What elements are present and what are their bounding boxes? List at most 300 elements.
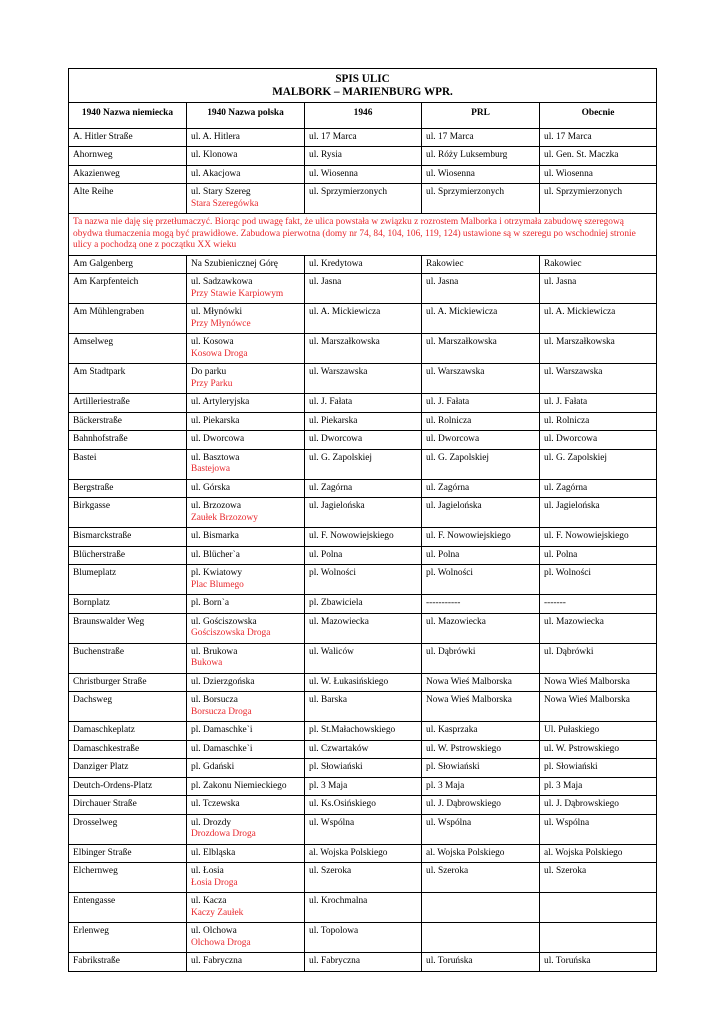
table-cell (422, 740, 540, 759)
street-name: ul. Fabryczna (191, 956, 243, 966)
table-cell (305, 740, 422, 759)
table-cell (540, 777, 657, 796)
table-cell (540, 147, 657, 166)
table-cell (540, 722, 657, 741)
street-name: ul. Wiosenna (309, 168, 358, 179)
table-cell (422, 595, 540, 614)
street-name: Bahnhofstraße (73, 434, 128, 444)
table-cell (305, 165, 422, 184)
table-cell (305, 334, 422, 364)
street-list-table (68, 68, 657, 972)
street-name: Rakowiec (426, 258, 464, 269)
alternative-translation: Drozdowa Droga (191, 829, 256, 839)
street-name: ul. Górska (191, 482, 231, 493)
table-cell (422, 449, 540, 479)
table-cell (69, 498, 187, 528)
table-cell (69, 394, 187, 413)
table-cell (69, 147, 187, 166)
table-row (69, 274, 657, 304)
street-name: al. Wojska Polskiego (426, 847, 505, 858)
table-cell (540, 565, 657, 595)
table-row (69, 673, 657, 692)
street-name: Bäckerstraße (73, 415, 122, 426)
table-row (69, 863, 657, 893)
table-cell (69, 796, 187, 815)
translation-note: Ta nazwa nie daję się przetłumaczyć. Biorąc pod uwagę fakt, że ulica powstała w związku z rozrostem Malborka i otrzymała zabudowę szeregową obydwa tłumaczenia mogą być prawidłowe. Zabudowa pierwotna (domy nr 74, 84, 104, 106, 119, 124) ustawione są w szeregu po wschodniej stronie ulicy a pochodzą one z początku XX wieku (69, 214, 657, 256)
street-name: ul. Waliców (309, 646, 354, 657)
street-name: ul. Rolnicza (544, 415, 590, 426)
alternative-translation: Gościszowska Droga (191, 628, 271, 638)
street-name: ul. A. Mickiewicza (544, 307, 616, 317)
table-cell (69, 528, 187, 547)
table-cell (187, 643, 305, 673)
street-name: ul. Sprzymierzonych (426, 187, 505, 197)
table-row (69, 565, 657, 595)
street-name: ul. Dąbrówki (426, 646, 476, 657)
table-cell (422, 759, 540, 778)
table-cell (187, 364, 305, 394)
rows-before-note (69, 128, 657, 214)
alternative-translation: Kaczy Zaułek (191, 907, 244, 918)
street-name: ul. Piekarska (309, 415, 358, 426)
table-cell (540, 923, 657, 953)
document-title (69, 69, 657, 103)
title-line-1: SPIS ULIC (335, 73, 390, 85)
note-section (69, 214, 657, 256)
table-cell (187, 953, 305, 972)
street-name: ul. A. Hitlera (191, 131, 240, 142)
table-row (69, 147, 657, 166)
street-name: ul. J. Dąbrowskiego (426, 799, 501, 809)
street-name: Bornplatz (73, 598, 110, 608)
rows-after-note (69, 255, 657, 971)
street-name: ul. W. Pstrowskiego (426, 743, 502, 754)
table-cell (540, 740, 657, 759)
street-name: ul. Borsucza (191, 695, 238, 705)
table-cell (540, 546, 657, 565)
table-cell (422, 184, 540, 214)
street-name: Drosselweg (73, 817, 118, 828)
table-cell (69, 274, 187, 304)
street-name: ul. Gen. St. Maczka (544, 150, 619, 160)
table-cell (187, 449, 305, 479)
street-name: pl. 3 Maja (309, 780, 348, 791)
street-name: ul. Basztowa (191, 452, 240, 463)
table-cell (540, 673, 657, 692)
alternative-translation: Kosowa Droga (191, 348, 248, 359)
table-cell (69, 692, 187, 722)
table-cell (187, 673, 305, 692)
table-cell (422, 498, 540, 528)
street-name: ul. Akacjowa (191, 168, 241, 179)
street-name: ul. Krochmalna (309, 896, 368, 906)
table-cell (422, 923, 540, 953)
table-cell (422, 796, 540, 815)
table-row (69, 777, 657, 796)
table-row (69, 740, 657, 759)
table-cell (305, 412, 422, 431)
table-cell (187, 546, 305, 565)
table-row (69, 479, 657, 498)
street-name: Na Szubienicznej Górę (191, 258, 278, 269)
table-cell (69, 304, 187, 334)
street-name: ul. Klonowa (191, 150, 238, 160)
street-name: ------- (544, 598, 566, 608)
street-name: ul. Damaschke`i (191, 743, 253, 754)
table-cell (422, 673, 540, 692)
street-name: ul. Sprzymierzonych (309, 187, 388, 197)
table-cell (422, 565, 540, 595)
street-name: ul. A. Mickiewicza (426, 307, 498, 317)
street-name: ul. Wiosenna (426, 168, 475, 179)
alternative-translation: Stara Szeregówka (191, 198, 259, 209)
table-cell (187, 274, 305, 304)
street-name: ul. Róży Luksemburg (426, 150, 508, 160)
street-name: ul. Gościszowska (191, 616, 257, 627)
table-cell (540, 364, 657, 394)
table-cell (69, 412, 187, 431)
street-name: ul. Toruńska (426, 956, 473, 966)
table-cell (422, 128, 540, 147)
table-cell (540, 449, 657, 479)
street-name: ul. F. Nowowiejskiego (426, 531, 511, 541)
table-row (69, 595, 657, 614)
table-cell (422, 528, 540, 547)
street-name: pl. Born`a (191, 598, 230, 608)
street-name: Artilleriestraße (73, 397, 130, 407)
street-name: al. Wojska Polskiego (544, 847, 623, 858)
table-cell (422, 165, 540, 184)
table-cell (69, 128, 187, 147)
street-name: ul. Mazowiecka (426, 616, 486, 627)
table-cell (422, 274, 540, 304)
table-cell (69, 953, 187, 972)
table-cell (305, 844, 422, 863)
street-name: Elbinger Straße (73, 847, 132, 858)
table-row (69, 613, 657, 643)
street-name: Bastei (73, 452, 97, 463)
table-cell (422, 412, 540, 431)
table-row (69, 449, 657, 479)
street-name: ul. 17 Marca (426, 131, 474, 142)
street-name: Damaschkeplatz (73, 725, 135, 735)
table-cell (305, 304, 422, 334)
table-cell (305, 431, 422, 450)
table-cell (422, 364, 540, 394)
alternative-translation: Borsucza Droga (191, 706, 252, 717)
table-cell (540, 893, 657, 923)
table-cell (305, 274, 422, 304)
street-name: ul. Stary Szereg (191, 187, 251, 197)
table-cell (422, 255, 540, 274)
table-row (69, 165, 657, 184)
table-cell (187, 147, 305, 166)
table-row (69, 546, 657, 565)
table-cell (187, 528, 305, 547)
table-cell (187, 412, 305, 431)
table-cell (305, 128, 422, 147)
street-name: ul. Topolowa (309, 926, 359, 936)
table-cell (540, 844, 657, 863)
street-name: Amselweg (73, 337, 114, 347)
table-cell (540, 165, 657, 184)
table-row (69, 255, 657, 274)
column-header: 1946 (305, 103, 422, 129)
title-line-2: MALBORK – MARIENBURG WPR. (272, 86, 453, 98)
street-name: ul. Rysia (309, 150, 342, 160)
street-name: ul. Toruńska (544, 956, 591, 966)
street-name: ul. Bismarka (191, 531, 239, 541)
street-name: ul. Polna (309, 549, 343, 560)
street-name: pl. Wolności (544, 568, 591, 578)
street-name: ul. W. Łukasińskiego (309, 676, 389, 687)
table-cell (422, 692, 540, 722)
street-name: ul. Kosowa (191, 337, 234, 347)
street-name: Am Mühlengraben (73, 307, 145, 317)
street-name: al. Wojska Polskiego (309, 847, 388, 858)
street-name: Fabrikstraße (73, 956, 120, 966)
table-cell (305, 643, 422, 673)
street-name: ul. Rolnicza (426, 415, 472, 426)
table-row (69, 128, 657, 147)
street-name: ul. Wiosenna (544, 168, 593, 179)
street-name: ul. Młynówki (191, 307, 243, 317)
street-name: Bergstraße (73, 482, 114, 493)
table-row (69, 498, 657, 528)
street-name: ul. Jagielońska (309, 501, 365, 511)
street-name: ul. Elbląska (191, 847, 236, 858)
table-row (69, 643, 657, 673)
street-name: Am Karpfenteich (73, 277, 139, 287)
street-name: ul. Jasna (309, 277, 342, 287)
street-name: pl. Słowiański (309, 762, 363, 772)
header-row (69, 103, 657, 129)
street-name: ul. W. Pstrowskiego (544, 743, 620, 754)
street-name: ul. Czwartaków (309, 743, 369, 754)
table-cell (187, 394, 305, 413)
table-cell (422, 546, 540, 565)
table-cell (305, 528, 422, 547)
street-name: ul. J. Fałata (544, 397, 588, 407)
table-cell (422, 613, 540, 643)
table-cell (540, 304, 657, 334)
table-cell (305, 595, 422, 614)
street-name: ul. G. Zapolskiej (544, 452, 608, 463)
street-name: Buchenstraße (73, 646, 125, 657)
alternative-translation: Plac Blumego (191, 579, 244, 590)
table-cell (305, 364, 422, 394)
table-cell (187, 255, 305, 274)
table-cell (422, 479, 540, 498)
table-cell (187, 304, 305, 334)
table-cell (187, 863, 305, 893)
column-header: 1940 Nazwa niemiecka (69, 103, 187, 129)
street-name: ul. Szeroka (544, 866, 587, 876)
street-name: ul. Marszałkowska (309, 337, 380, 347)
table-cell (187, 923, 305, 953)
table-cell (540, 479, 657, 498)
street-name: pl. 3 Maja (426, 780, 465, 791)
street-name: Deutch-Ordens-Platz (73, 780, 153, 791)
table-cell (305, 893, 422, 923)
table-cell (305, 759, 422, 778)
table-cell (540, 814, 657, 844)
street-name: ul. Szeroka (309, 866, 352, 876)
street-name: Elchernweg (73, 866, 118, 876)
table-row (69, 334, 657, 364)
table-cell (540, 128, 657, 147)
street-name: pl. Zbawiciela (309, 598, 363, 608)
street-name: Ahornweg (73, 150, 113, 160)
table-cell (187, 722, 305, 741)
street-name: Blumeplatz (73, 568, 117, 578)
street-name: ul. Dzierzgońska (191, 676, 255, 687)
table-cell (69, 777, 187, 796)
table-cell (422, 814, 540, 844)
table-cell (305, 673, 422, 692)
table-cell (187, 431, 305, 450)
table-cell (305, 923, 422, 953)
table-cell (422, 334, 540, 364)
street-name: pl. Słowiański (426, 762, 480, 772)
table-cell (187, 595, 305, 614)
street-name: Braunswalder Weg (73, 616, 145, 627)
table-cell (422, 893, 540, 923)
street-name: ul. Jagielońska (544, 501, 600, 511)
street-name: Blücherstraße (73, 549, 126, 560)
table-cell (422, 844, 540, 863)
street-name: ul. Kredytowa (309, 258, 363, 269)
table-row (69, 893, 657, 923)
street-name: pl. Kwiatowy (191, 568, 243, 578)
table-row (69, 364, 657, 394)
table-cell (187, 759, 305, 778)
street-name: ul. J. Fałata (426, 397, 470, 407)
table-cell (540, 334, 657, 364)
street-name: ul. Artyleryjska (191, 397, 250, 407)
street-name: ul. Zagórna (309, 482, 353, 493)
table-cell (422, 304, 540, 334)
street-name: ul. G. Zapolskiej (426, 452, 490, 463)
table-row (69, 528, 657, 547)
table-row (69, 844, 657, 863)
street-name: ul. Jasna (544, 277, 577, 287)
column-header: PRL (422, 103, 540, 129)
street-name: ul. 17 Marca (309, 131, 357, 142)
street-name: ul. Sprzymierzonych (544, 187, 623, 197)
table-cell (69, 759, 187, 778)
table-cell (422, 431, 540, 450)
table-cell (69, 595, 187, 614)
street-name: ul. Warszawska (309, 367, 368, 377)
table-cell (69, 863, 187, 893)
table-cell (69, 814, 187, 844)
street-name: ul. Wspólna (544, 817, 590, 828)
table-cell (305, 953, 422, 972)
street-name: ----------- (426, 598, 461, 608)
street-name: ul. Łosia (191, 866, 224, 876)
table-cell (305, 722, 422, 741)
alternative-translation: Przy Parku (191, 378, 233, 389)
street-name: pl. Damaschke`i (191, 725, 253, 735)
street-name: ul. Brukowa (191, 646, 238, 657)
table-row (69, 412, 657, 431)
alternative-translation: Przy Stawie Karpiowym (191, 288, 284, 299)
table-cell (540, 528, 657, 547)
street-name: Do parku (191, 367, 227, 377)
street-name: ul. Polna (544, 549, 578, 560)
table-cell (187, 165, 305, 184)
table-cell (540, 431, 657, 450)
table-cell (305, 449, 422, 479)
street-name: ul. F. Nowowiejskiego (309, 531, 394, 541)
street-name: ul. Wspólna (309, 817, 355, 828)
column-header: 1940 Nazwa polska (187, 103, 305, 129)
table-cell (69, 740, 187, 759)
table-cell (540, 953, 657, 972)
table-cell (187, 740, 305, 759)
table-cell (540, 498, 657, 528)
table-cell (69, 334, 187, 364)
street-name: Ul. Pułaskiego (544, 725, 600, 735)
street-name: ul. Zagórna (544, 482, 588, 493)
street-name: Nowa Wieś Malborska (426, 695, 512, 705)
table-cell (69, 449, 187, 479)
table-cell (540, 863, 657, 893)
alternative-translation: Zaułek Brzozowy (191, 512, 258, 523)
table-cell (540, 643, 657, 673)
table-cell (422, 147, 540, 166)
table-cell (422, 722, 540, 741)
street-name: ul. G. Zapolskiej (309, 452, 373, 463)
street-name: pl. St.Małachowskiego (309, 725, 396, 735)
table-cell (305, 565, 422, 595)
table-cell (69, 255, 187, 274)
table-row (69, 953, 657, 972)
street-name: ul. Mazowiecka (309, 616, 369, 627)
table-cell (422, 394, 540, 413)
street-name: pl. 3 Maja (544, 780, 583, 791)
street-name: ul. Mazowiecka (544, 616, 604, 627)
table-row (69, 692, 657, 722)
street-name: pl. Wolności (426, 568, 473, 578)
table-cell (540, 759, 657, 778)
table-cell (422, 777, 540, 796)
street-name: Alte Reihe (73, 187, 114, 197)
table-cell (305, 184, 422, 214)
table-cell (187, 128, 305, 147)
table-cell (305, 777, 422, 796)
street-name: Dachsweg (73, 695, 113, 705)
street-name: ul. Marszałkowska (544, 337, 615, 347)
street-name: ul. Blücher`a (191, 549, 240, 560)
street-name: ul. Sadzawkowa (191, 277, 253, 287)
alternative-translation: Bastejowa (191, 464, 231, 474)
table-cell (69, 565, 187, 595)
table-row (69, 923, 657, 953)
street-name: ul. A. Mickiewicza (309, 307, 381, 317)
table-row (69, 184, 657, 214)
table-cell (187, 692, 305, 722)
table-cell (187, 814, 305, 844)
table-cell (187, 565, 305, 595)
table-cell (69, 673, 187, 692)
street-name: ul. Zagórna (426, 482, 470, 493)
street-name: ul. Barska (309, 695, 348, 705)
street-name: Nowa Wieś Malborska (544, 676, 630, 687)
table-cell (422, 953, 540, 972)
table-cell (69, 479, 187, 498)
